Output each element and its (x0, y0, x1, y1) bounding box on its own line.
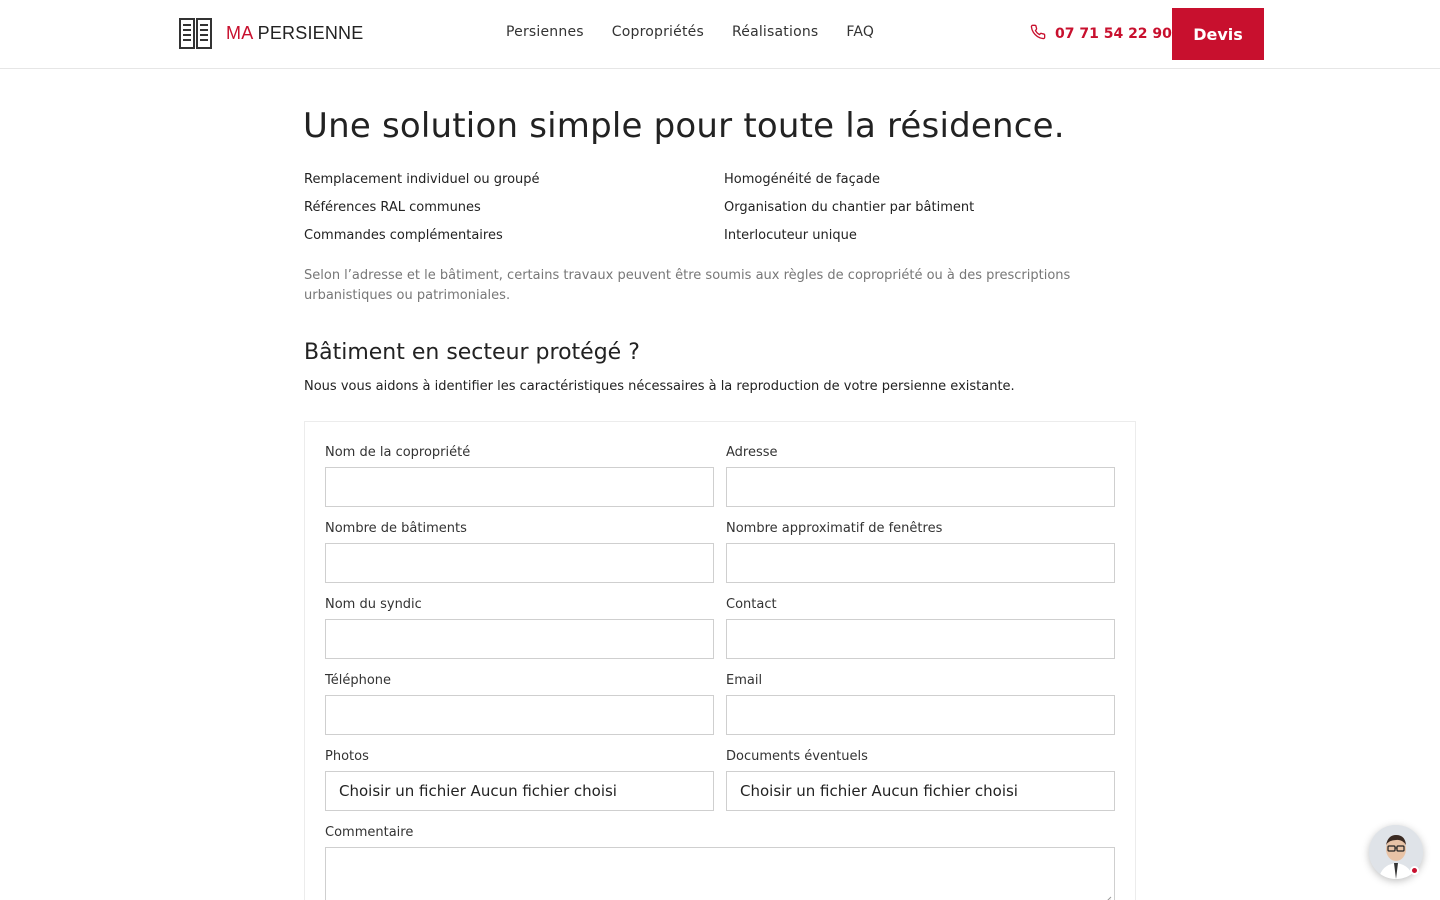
nav-item-coproprietes[interactable]: Copropriétés (611, 24, 704, 40)
phone-number: 07 71 54 22 90 (1055, 26, 1172, 42)
chat-status-badge (1410, 866, 1419, 875)
field-label: Commentaire (325, 825, 414, 840)
nav-item-realisations[interactable]: Réalisations (731, 24, 819, 40)
field-windows (726, 520, 1115, 537)
email-input[interactable] (726, 695, 1115, 735)
field-documents (726, 748, 1115, 800)
field-copro-name (325, 444, 714, 461)
regulation-note: Selon l’adresse et le bâtiment, certains travaux peuvent être soumis aux règles de copropriété ou à des prescriptions urbanistiques ou patrimoniales. (304, 268, 1071, 303)
field-label: Nombre de bâtiments (325, 521, 467, 536)
buildings-input[interactable] (325, 543, 714, 583)
section-title: Bâtiment en secteur protégé ? (304, 340, 640, 365)
resize-handle-icon[interactable] (1104, 896, 1112, 900)
phone-link[interactable] (1030, 24, 1172, 44)
page-title: Une solution simple pour toute la résidence. (303, 106, 1065, 146)
nav-item-persiennes[interactable]: Persiennes (506, 24, 584, 40)
field-label: Nombre approximatif de fenêtres (726, 521, 943, 536)
feature-item: Commandes complémentaires (304, 228, 503, 243)
documents-file-input[interactable]: Choisir un fichier Aucun fichier choisi (726, 771, 1115, 811)
field-contact (726, 596, 1115, 613)
feature-item: Organisation du chantier par bâtiment (724, 200, 975, 215)
field-label: Email (726, 673, 763, 688)
phone-input[interactable] (325, 695, 714, 735)
phone-icon (1030, 24, 1046, 44)
devis-button[interactable]: Devis (1172, 8, 1264, 60)
feature-item: Remplacement individuel ou groupé (304, 172, 540, 187)
field-label: Photos (325, 749, 369, 764)
brand-prefix: MA (226, 23, 253, 43)
field-label: Nom du syndic (325, 597, 422, 612)
field-email (726, 672, 1115, 689)
feature-list (304, 171, 1144, 244)
copro-name-input[interactable] (325, 467, 714, 507)
feature-item: Interlocuteur unique (724, 228, 857, 243)
field-syndic (325, 596, 714, 613)
nav-item-faq[interactable]: FAQ (846, 24, 875, 40)
photos-file-input[interactable]: Choisir un fichier Aucun fichier choisi (325, 771, 714, 811)
section-intro: Nous vous aidons à identifier les caractéristiques nécessaires à la reproduction de votre persienne existante. (304, 379, 1015, 394)
field-label: Nom de la copropriété (325, 445, 471, 460)
field-comment (325, 824, 1115, 841)
contact-input[interactable] (726, 619, 1115, 659)
site-header (0, 0, 1440, 69)
field-photos (325, 748, 714, 800)
field-label: Contact (726, 597, 777, 612)
field-label: Téléphone (325, 673, 392, 688)
brand-logo[interactable] (179, 18, 363, 49)
field-phone (325, 672, 714, 689)
syndic-input[interactable] (325, 619, 714, 659)
address-input[interactable] (726, 467, 1115, 507)
windows-input[interactable] (726, 543, 1115, 583)
field-label: Adresse (726, 445, 778, 460)
main-nav (506, 24, 874, 40)
feature-item: Références RAL communes (304, 200, 481, 215)
brand-name (226, 23, 363, 44)
copro-form (304, 421, 1136, 900)
feature-item: Homogénéité de façade (724, 172, 880, 187)
shutter-logo-icon (179, 18, 212, 49)
field-address (726, 444, 1115, 461)
comment-textarea[interactable] (325, 847, 1115, 900)
brand-suffix: PERSIENNE (257, 23, 364, 43)
field-buildings (325, 520, 714, 537)
field-label: Documents éventuels (726, 749, 868, 764)
